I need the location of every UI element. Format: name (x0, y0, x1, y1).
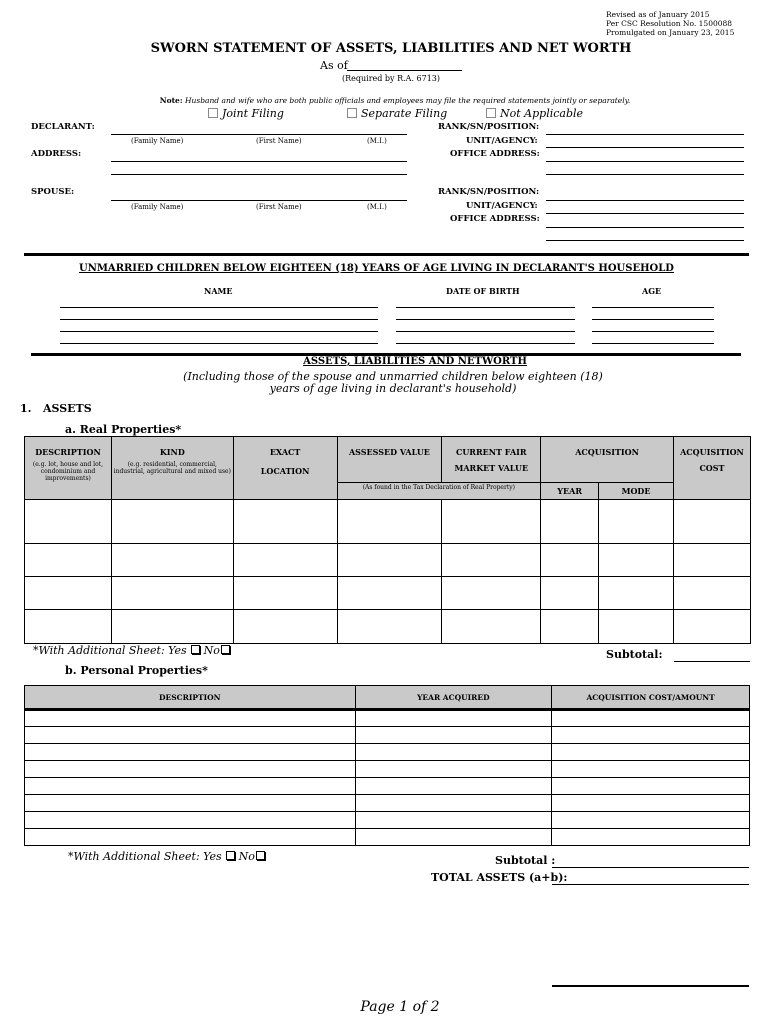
mi-caption: (M.I.) (367, 137, 387, 145)
child-name-field[interactable] (60, 319, 378, 320)
table-cell[interactable] (337, 544, 442, 577)
personal-col-year: YEAR ACQUIRED (355, 686, 552, 710)
table-cell[interactable] (541, 577, 599, 610)
personal-col-description: DESCRIPTION (25, 686, 356, 710)
table-row (25, 727, 750, 744)
table-cell[interactable] (599, 610, 674, 644)
declarant-label: DECLARANT: (31, 122, 95, 132)
child-name-field[interactable] (60, 343, 378, 344)
spouse-office-label: OFFICE ADDRESS: (450, 214, 540, 224)
address-field-1[interactable] (111, 161, 407, 162)
table-cell[interactable] (233, 610, 337, 644)
personal-properties-heading: b. Personal Properties* (65, 664, 208, 677)
real-subtotal-label: Subtotal: (606, 648, 663, 661)
spouse-office-field-1[interactable] (546, 227, 744, 228)
col-assessed-header: ASSESSED VALUE (337, 437, 442, 483)
spouse-office-field-2[interactable] (546, 240, 744, 241)
revision-line-2: Per CSC Resolution No. 1500088 (606, 19, 733, 28)
mi-caption: (M.I.) (367, 203, 387, 211)
col-cost-header: ACQUISITION COST (673, 437, 750, 500)
table-cell[interactable] (355, 744, 552, 761)
family-name-caption: (Family Name) (131, 137, 184, 145)
address-field-2[interactable] (111, 174, 407, 175)
children-col-dob: DATE OF BIRTH (446, 286, 520, 296)
table-cell[interactable] (673, 610, 750, 644)
table-cell[interactable] (552, 761, 750, 778)
page-number: Page 1 of 2 (360, 999, 440, 1015)
child-dob-field[interactable] (396, 331, 575, 332)
table-cell[interactable] (25, 500, 112, 544)
checkbox-icon (208, 108, 218, 118)
table-cell[interactable] (111, 544, 233, 577)
child-name-field[interactable] (60, 331, 378, 332)
child-dob-field[interactable] (396, 307, 575, 308)
alnw-subheading-2: years of age living in declarant's household) (269, 382, 517, 395)
declarant-rank-label: RANK/SN/POSITION: (438, 122, 540, 132)
table-cell[interactable] (442, 577, 541, 610)
table-cell[interactable] (111, 577, 233, 610)
note-label: Note: (159, 96, 183, 105)
yes-checkbox[interactable] (191, 645, 200, 654)
real-additional-sheet: *With Additional Sheet: Yes No (33, 644, 230, 657)
spouse-label: SPOUSE: (31, 187, 75, 197)
no-checkbox[interactable] (256, 851, 265, 860)
table-cell[interactable] (25, 710, 356, 727)
table-row (25, 544, 751, 577)
real-subtotal-field[interactable] (674, 661, 750, 662)
col-kind-header: KIND (e.g. residential, commercial, industrial, agricultural and mixed use) (111, 437, 233, 500)
spouse-unit-field[interactable] (546, 213, 744, 214)
col-description-header: DESCRIPTION (e.g. lot, house and lot, condominium and improvements) (25, 437, 112, 500)
child-age-field[interactable] (592, 319, 714, 320)
spouse-rank-label: RANK/SN/POSITION: (438, 187, 540, 197)
table-cell[interactable] (25, 577, 112, 610)
children-col-age: AGE (642, 286, 662, 296)
table-cell[interactable] (233, 544, 337, 577)
table-cell[interactable] (355, 812, 552, 829)
child-age-field[interactable] (592, 343, 714, 344)
revision-line-3: Promulgated on January 23, 2015 (606, 28, 735, 37)
table-cell[interactable] (25, 610, 112, 644)
note-text: Husband and wife who are both public officials and employees may file the required statements jointly or separately. (184, 96, 631, 105)
child-dob-field[interactable] (396, 319, 575, 320)
table-cell[interactable] (25, 761, 356, 778)
table-cell[interactable] (599, 544, 674, 577)
table-cell[interactable] (337, 577, 442, 610)
declarant-name-field[interactable] (111, 134, 407, 135)
as-of-field[interactable] (347, 70, 462, 71)
assets-heading: 1. ASSETS (20, 402, 92, 415)
total-assets-label: TOTAL ASSETS (a+b): (431, 871, 568, 884)
alnw-heading: ASSETS, LIABILITIES AND NETWORTH (303, 356, 527, 367)
declarant-unit-field[interactable] (546, 147, 744, 148)
spouse-name-field[interactable] (111, 200, 407, 201)
table-row (25, 710, 750, 727)
no-checkbox[interactable] (221, 645, 230, 654)
table-cell[interactable] (599, 577, 674, 610)
form-title: SWORN STATEMENT OF ASSETS, LIABILITIES AND NET WORTH (150, 41, 632, 56)
declarant-rank-field[interactable] (546, 134, 744, 135)
table-cell[interactable] (355, 795, 552, 812)
declarant-office-field-1[interactable] (546, 161, 744, 162)
declarant-unit-label: UNIT/AGENCY: (466, 136, 538, 146)
declarant-office-label: OFFICE ADDRESS: (450, 149, 540, 159)
table-cell[interactable] (337, 500, 442, 544)
table-cell[interactable] (552, 710, 750, 727)
real-properties-table (24, 436, 751, 644)
table-cell[interactable] (25, 812, 356, 829)
table-cell[interactable] (673, 544, 750, 577)
table-row (25, 778, 750, 795)
table-cell[interactable] (599, 500, 674, 544)
personal-subtotal-label: Subtotal : (495, 854, 556, 867)
table-row (25, 812, 750, 829)
table-cell[interactable] (442, 610, 541, 644)
table-cell[interactable] (552, 727, 750, 744)
table-row (25, 744, 750, 761)
checkbox-icon (347, 108, 357, 118)
assessed-note-cell: (As found in the Tax Declaration of Real Property) (337, 483, 541, 500)
col-fair-market-header: CURRENT FAIR MARKET VALUE (442, 437, 541, 483)
child-age-field[interactable] (592, 307, 714, 308)
table-row (25, 500, 751, 544)
child-dob-field[interactable] (396, 343, 575, 344)
table-cell[interactable] (442, 544, 541, 577)
child-age-field[interactable] (592, 331, 714, 332)
col-year-header: YEAR (541, 483, 599, 500)
table-cell[interactable] (111, 500, 233, 544)
checkbox-icon (486, 108, 496, 118)
table-cell[interactable] (355, 710, 552, 727)
table-cell[interactable] (355, 829, 552, 846)
table-row (25, 795, 750, 812)
personal-col-cost: ACQUISITION COST/AMOUNT (552, 686, 750, 710)
table-row (25, 577, 751, 610)
table-cell[interactable] (25, 544, 112, 577)
table-cell[interactable] (25, 795, 356, 812)
alnw-subheading-1: (Including those of the spouse and unmarried children below eighteen (18) (183, 370, 603, 383)
declarant-office-field-2[interactable] (546, 174, 744, 175)
first-name-caption: (First Name) (256, 137, 302, 145)
table-cell[interactable] (355, 761, 552, 778)
filing-note (0, 96, 768, 105)
table-cell[interactable] (111, 610, 233, 644)
address-label: ADDRESS: (31, 149, 82, 159)
revision-line-1: Revised as of January 2015 (606, 10, 710, 19)
as-of-label: As of (320, 59, 348, 72)
table-cell[interactable] (25, 778, 356, 795)
personal-properties-table (24, 685, 750, 846)
not-applicable-checkbox[interactable]: Not Applicable (486, 107, 583, 120)
col-mode-header: MODE (599, 483, 674, 500)
total-assets-field[interactable] (552, 884, 749, 885)
section-divider (24, 253, 749, 256)
family-name-caption: (Family Name) (131, 203, 184, 211)
table-row (25, 761, 750, 778)
table-cell[interactable] (541, 610, 599, 644)
table-cell[interactable] (552, 778, 750, 795)
table-cell[interactable] (673, 500, 750, 544)
spouse-rank-field[interactable] (546, 200, 744, 201)
table-row (25, 829, 750, 846)
table-cell[interactable] (552, 829, 750, 846)
joint-filing-checkbox[interactable]: Joint Filing (208, 107, 284, 120)
table-row (25, 610, 751, 644)
children-col-name: NAME (204, 286, 233, 296)
table-cell[interactable] (355, 727, 552, 744)
separate-filing-checkbox[interactable]: Separate Filing (347, 107, 447, 120)
table-cell[interactable] (442, 500, 541, 544)
table-cell[interactable] (25, 829, 356, 846)
personal-additional-sheet: *With Additional Sheet: Yes No (68, 850, 265, 863)
children-heading: UNMARRIED CHILDREN BELOW EIGHTEEN (18) YEARS OF AGE LIVING IN DECLARANT'S HOUSEHOLD (79, 263, 674, 274)
table-cell[interactable] (233, 577, 337, 610)
table-cell[interactable] (233, 500, 337, 544)
table-cell[interactable] (25, 744, 356, 761)
table-cell[interactable] (541, 544, 599, 577)
child-name-field[interactable] (60, 307, 378, 308)
revision-note (606, 10, 734, 37)
table-cell[interactable] (552, 795, 750, 812)
table-cell[interactable] (25, 727, 356, 744)
real-properties-heading: a. Real Properties* (65, 423, 182, 436)
required-by: (Required by R.A. 6713) (341, 74, 441, 83)
personal-subtotal-field[interactable] (552, 867, 749, 868)
table-cell[interactable] (541, 500, 599, 544)
first-name-caption: (First Name) (256, 203, 302, 211)
table-cell[interactable] (552, 812, 750, 829)
table-cell[interactable] (673, 577, 750, 610)
spouse-unit-label: UNIT/AGENCY: (466, 201, 538, 211)
col-acquisition-header: ACQUISITION (541, 437, 674, 483)
col-location-header: EXACT LOCATION (233, 437, 337, 500)
table-cell[interactable] (355, 778, 552, 795)
table-cell[interactable] (552, 744, 750, 761)
yes-checkbox[interactable] (226, 851, 235, 860)
footer-rule (552, 985, 749, 987)
table-cell[interactable] (337, 610, 442, 644)
